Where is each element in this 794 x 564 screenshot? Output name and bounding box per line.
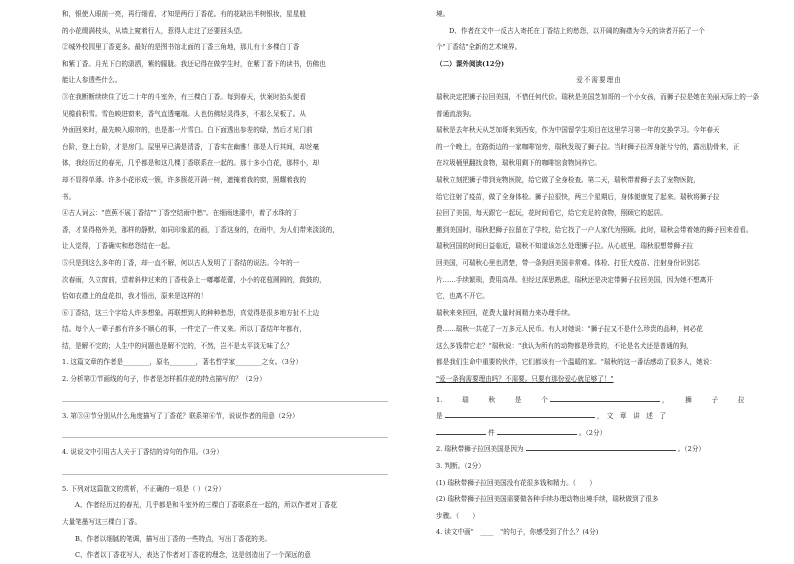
option-c-cont: 境。 — [436, 10, 450, 18]
article-line: 瑞秋决定把狮子拉回美国，不惜任何代价。瑞秋是美国芝加哥的一个小女孩，而狮子拉是她在美丽天际上的一条普通流浪狗。 — [436, 92, 760, 118]
rquestion-4: 4. 读文中画" ____ "的句子，你感受到了什么？(4分) — [436, 528, 599, 537]
article-title: 爱不需要理由 — [576, 76, 622, 85]
passage-line: 却不显得单薄。许多小花形成一簇，许多簇花开满一树，遮掩着我的窗，照耀着我的 — [62, 175, 306, 184]
question-3: 3. 第③④节分别从什么角度描写了丁香花？联系第⑥节，说说作者的用意（2分） — [62, 411, 299, 420]
rquestion-3: 3. 判断。（2分） — [436, 462, 485, 471]
question-5: 5. 下列对这篇散文的赏析，不正确的一项是（ ）（2分） — [62, 484, 226, 493]
section-heading: （二）课外阅读(12分) — [436, 59, 505, 68]
article-line: 瑞秋是去年秋天从芝加哥来到西安，作为中国留学生项目在这里学习第一年的交换学习。今年春天 — [436, 126, 720, 135]
rquestion-3a: (1) 瑞秋带狮子拉回美国没有花很多钱和精力。（ ） — [436, 478, 596, 487]
passage-line: 书。 — [62, 192, 76, 201]
passage-line: 外面回来时，最先映入眼帘的，也是那一片雪白。白下面透出参差的绿，然后才见门前 — [62, 126, 313, 135]
rq1-text: 1. 瑞 秋 是 个 — [436, 395, 548, 404]
passage-line: 让人觉得，丁香确实和愁怨结在一起。 — [62, 242, 175, 251]
rquestion-1 — [436, 392, 762, 409]
answer-line[interactable] — [62, 464, 388, 475]
passage-line: 能让人参透些什么。 — [62, 76, 122, 85]
passage-line: ⑥丁香结，这三个字给人许多想象。再联想到人的种种愁怨，真觉得是很多地方扯不上边 — [62, 308, 320, 317]
passage-line: 次春雨，久立窗前，望着斜伸过来的丁香枝条上一嘟嘟花蕾，小小的花苞圆圆的，鼓鼓的， — [62, 275, 326, 284]
rquestion-1-cont2 — [436, 425, 762, 442]
article-line: 给它注射了疫苗，做了全身体检。狮子拉很快，两三个星期后，身体便康复了起来。瑞秋将狮子拉 — [436, 192, 720, 201]
article-line: 片……手续繁琐，费用高昂。但经过深思熟虑，瑞秋还是决定带狮子拉回美国，因为她不想离开 — [436, 275, 713, 284]
blank-4[interactable] — [497, 426, 577, 435]
option-a-cont: 大量笔墨写这三棵白丁香。 — [62, 518, 142, 527]
option-d-cont: 个"丁香结"全新的艺术境界。 — [436, 43, 522, 52]
passage-line: 和紫丁香。月光下白的潇洒，紫的朦胧。我还记得在做学生时，在紫丁香下的读书，仿佛也 — [62, 59, 326, 68]
article-line: 在垃圾桶里翻找食物，瑞秋用剩下的咖啡馆食物饲养它。 — [436, 159, 601, 168]
passage-text — [62, 6, 388, 354]
rq1-text-5: 件 — [488, 428, 495, 437]
article-line: 它，也离不开它。 — [436, 292, 489, 301]
blank-2[interactable] — [445, 409, 595, 418]
question-4: 4. 说说文中引用古人关于丁香结的诗句的作用。（3分） — [62, 448, 223, 457]
passage-line: 结，是解不完的；人生中的问题也是解不完的，不然，岂不是太平淡无味了么？ — [62, 341, 293, 350]
article-line: 瑞秋回国的时间日益临近，瑞秋不知道该怎么处理狮子拉。从心底里，瑞秋很想带狮子拉 — [436, 242, 694, 251]
article-line: 回美国，可瑞秋心里也清楚，带一条狗回美国非常难。体检、打狂犬疫苗、注射身份识别芯 — [436, 258, 700, 267]
article-line: 瑞秋来来回回，花费大量时间精力来办理手续。 — [436, 308, 575, 317]
article-line: 瑞秋立刻把狮子带到宠物医院，给它做了全身检查。第二天，瑞秋带着狮子去了宠物医院， — [436, 175, 700, 184]
passage-line: 结。每个人一辈子都有许多不顺心的事，一件完了一件又来。所以丁香结年年都有， — [62, 325, 306, 334]
article-line: "爱一条狗需要理由吗？不需要。只要有那份爱心就足够了！" — [436, 375, 614, 384]
passage-line: ②城外校园里丁香更多。最好的是图书馆北面的丁香三角地，那儿有十多棵白丁香 — [62, 43, 300, 52]
answer-line[interactable] — [62, 427, 388, 438]
option-d: D、作者在文中一反古人寄托在丁香结上的愁怨，以开阔的胸襟为今天的读者开拓了一个 — [449, 26, 705, 35]
article-line: 费……瑞秋一共花了一万多元人民币。有人对她说："狮子拉又不是什么珍贵的品种，何必花 — [436, 325, 703, 334]
passage-line: 的小花缀满枝头，从墙上窥着行人，惹得人走过了还要回头望。 — [62, 26, 247, 35]
article-text — [436, 89, 762, 388]
blank-1[interactable] — [550, 393, 660, 402]
rquestion-2 — [436, 441, 762, 458]
article-line: 都是我们生命中重要的伙伴，它们都该有一个温暖的家。"瑞秋的这一番话感动了很多人，她说： — [436, 358, 716, 367]
rq1-text-3: 是 — [436, 412, 443, 421]
answer-line[interactable] — [62, 391, 388, 402]
passage-line: 见檐前积雪。雪色映进窗来，香气直透毫端。人也仿佛轻灵得多，不那么呆板了。从 — [62, 109, 306, 118]
question-1: 1. 这篇文章的作者是________，原名________，著名哲学家________之女。（3分） — [62, 358, 303, 367]
article-line: 拉回了美国，每天跟它一起玩，花时间看它，给它充足的食物，照顾它的起居。 — [436, 209, 667, 218]
left-column — [62, 6, 388, 564]
option-c: C、作者以丁香花写人，表达了作者对丁香花的理念，这是创造出了一个深远的意 — [75, 551, 311, 560]
rq1-text-6: 。（2分） — [578, 428, 607, 437]
rquestion-1-cont — [436, 408, 762, 425]
passage-line: 香，才显得格外美，那样的静默，如同印象派的画，丁香这身的，在雨中，为人们带来淡淡的， — [62, 225, 339, 234]
article-line: 的一个晚上，在路街边的一家咖啡馆旁，瑞秋发现了狮子拉。当时狮子拉浑身脏兮兮的，露出肋骨来，正 — [436, 142, 740, 151]
passage-line: 和，银使人眼前一亮，再行细看，才知是两行丁香花。有的花缺出半树银妆，星星般 — [62, 10, 306, 18]
rq1-text-4: ， 文 章 讲 述 了 — [596, 412, 667, 421]
option-b: B、作者以细腻的笔调，描写出丁香的一些特点，写出丁香花的美。 — [75, 534, 272, 543]
right-column — [436, 6, 762, 541]
question-2: 2. 分析第①节画线的句子，作者是怎样抓住花的特点描写的？（2分） — [62, 375, 266, 384]
passage-line: 台阶，登上台阶，才是房门。屋里早已满是清香，丁香实在幽雅！那是人行其间，却丝毫 — [62, 142, 320, 151]
passage-line: ④古人词云："芭蕉不展丁香结""丁香空结雨中愁"。在细雨迷濛中，着了水珠的丁 — [62, 209, 299, 218]
option-a: A、作者经历过的春光，几乎都是和斗室外的三棵白丁香联系在一起的，所以作者对丁香花 — [75, 501, 337, 510]
rquestion-3b: (2) 瑞秋带狮子拉回美国需要做各种手续办理动物出境手续，瑞秋做到了很多 — [436, 495, 659, 504]
article-line: 这么多钱带它走？"瑞秋说："我认为所有的动物都是珍贵的，不论是名犬还是普通的狗， — [436, 341, 693, 350]
article-line: 搬到美国时，瑞秋把狮子拉留在了学校，给它找了一户人家代为照顾。此时，瑞秋会带着她的狮子回来看看。 — [436, 225, 753, 234]
rq2-score: 。（2分） — [677, 445, 706, 454]
blank-3[interactable] — [436, 426, 486, 435]
rquestion-3b-cont: 步骤。（ ） — [436, 511, 479, 520]
rq2-text: 2. 瑞秋带狮子拉回美国是因为 — [436, 445, 524, 454]
passage-line: 体，我经历过的春光，几乎都是和这几棵丁香联系在一起的。那十多小白花，那样小，却 — [62, 159, 320, 168]
passage-line: ③在我断断续续住了近二十年的斗室外，有三棵白丁香。每到春天，伏案时抬头便看 — [62, 92, 306, 101]
passage-line: 恰如衣襟上的盘花扣，我才悟出，原来是这样的！ — [62, 292, 208, 301]
rq1-text-2: ， 狮 子 拉 — [662, 395, 745, 404]
passage-line: ⑤只是到这么多年的丁香，却一直不解，何以古人发明了丁香结的说法。今年的一 — [62, 258, 300, 267]
blank-5[interactable] — [526, 442, 676, 451]
